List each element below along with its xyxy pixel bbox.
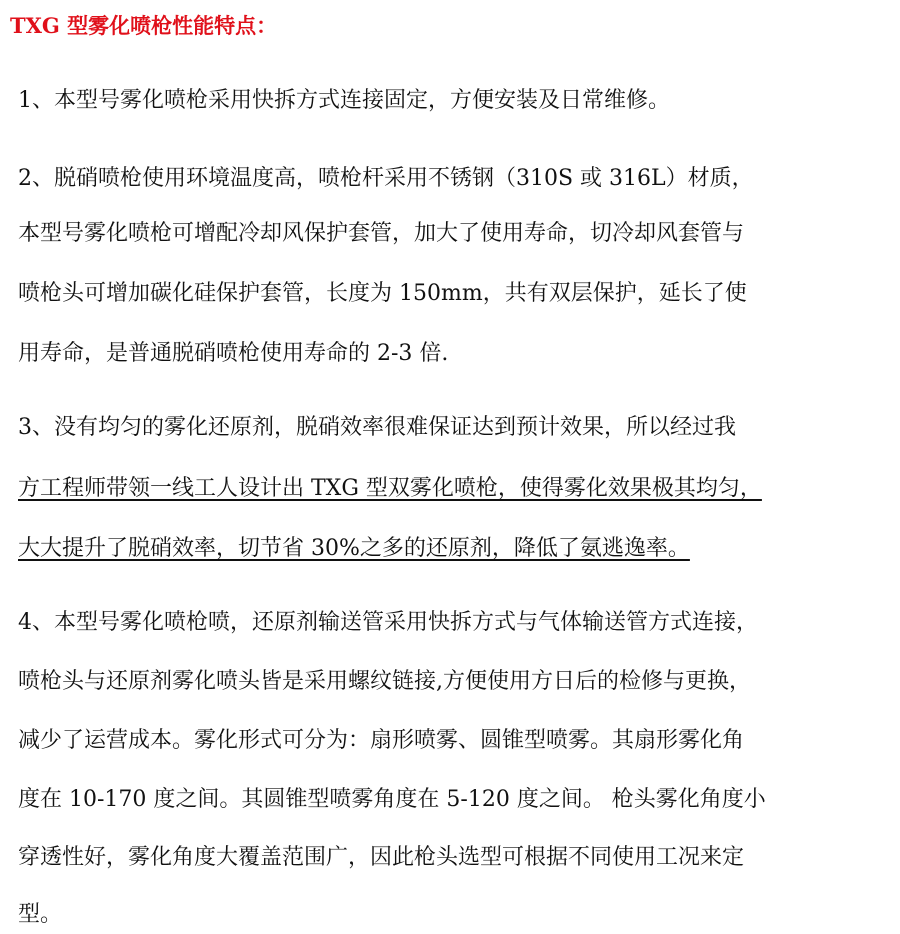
paragraph-1-line-1: 1、本型号雾化喷枪采用快拆方式连接固定，方便安装及日常维修。 xyxy=(18,88,670,113)
paragraph-2-line-1: 2、脱硝喷枪使用环境温度高，喷枪杆采用不锈钢（310S 或 316L）材质， xyxy=(18,166,754,191)
paragraph-4-line-1: 4、本型号雾化喷枪喷，还原剂输送管采用快拆方式与气体输送管方式连接， xyxy=(18,610,758,635)
paragraph-4-line-2: 喷枪头与还原剂雾化喷头皆是采用螺纹链接,方便使用方日后的检修与更换， xyxy=(18,669,751,694)
paragraph-2-line-3: 喷枪头可增加碳化硅保护套管，长度为 150mm，共有双层保护，延长了使 xyxy=(18,281,747,306)
document-title: TXG 型雾化喷枪性能特点： xyxy=(10,13,278,38)
paragraph-3-line-2: 方工程师带领一线工人设计出 TXG 型双雾化喷枪，使得雾化效果极其均匀， xyxy=(18,476,762,501)
paragraph-4-line-5: 穿透性好，雾化角度大覆盖范围广，因此枪头选型可根据不同使用工况来定 xyxy=(18,845,745,870)
paragraph-4-line-3: 减少了运营成本。雾化形式可分为：扇形喷雾、圆锥型喷雾。其扇形雾化角 xyxy=(18,728,745,753)
paragraph-2-line-2: 本型号雾化喷枪可增配冷却风保护套管，加大了使用寿命，切冷却风套管与 xyxy=(18,221,745,246)
paragraph-4-line-4: 度在 10-170 度之间。其圆锥型喷雾角度在 5-120 度之间。 枪头雾化角度小 xyxy=(18,787,766,812)
paragraph-3-line-3: 大大提升了脱硝效率，切节省 30%之多的还原剂，降低了氨逃逸率。 xyxy=(18,536,690,561)
paragraph-4-line-6: 型。 xyxy=(18,902,63,927)
paragraph-3-line-1: 3、没有均匀的雾化还原剂，脱硝效率很难保证达到预计效果，所以经过我 xyxy=(18,415,736,440)
paragraph-2-line-4: 用寿命，是普通脱硝喷枪使用寿命的 2-3 倍. xyxy=(18,341,449,366)
